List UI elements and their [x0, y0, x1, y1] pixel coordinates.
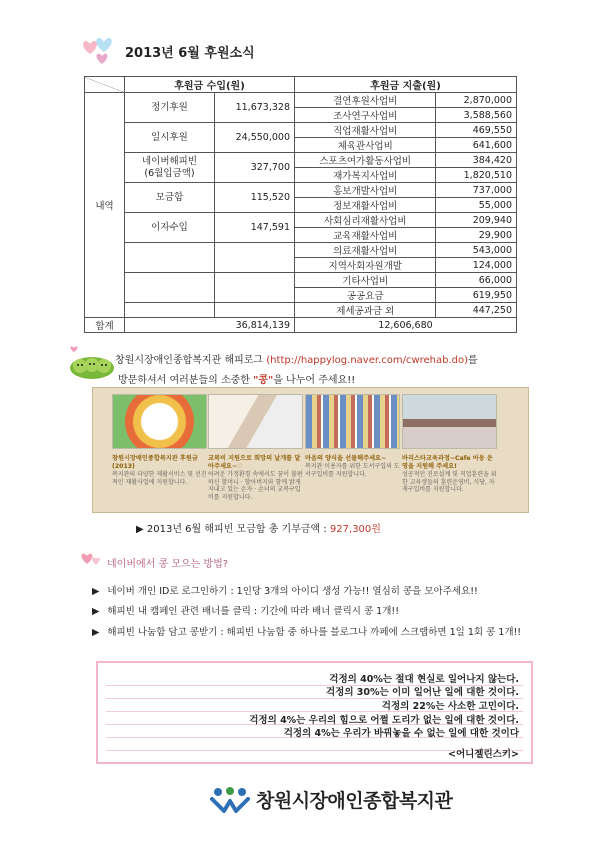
heart-icon — [78, 550, 104, 570]
income-label: 네이버해피빈 (6월입금액) — [125, 153, 215, 183]
total-income: 36,814,139 — [125, 318, 295, 333]
income-label — [125, 273, 215, 303]
list-item: ▶ 해피빈 내 캠페인 관련 배너를 클릭 : 기간에 따라 배너 클릭시 콩 1개!! — [92, 606, 400, 617]
campaign-card[interactable]: 마음의 양식을 선물해주세요~ 복지관 이용자를 위한 도서구입의 도서구입비를 지원합니다. — [305, 394, 400, 478]
org-logo — [210, 786, 452, 813]
table-row — [85, 123, 517, 138]
quote-line: 걱정의 22%는 사소한 고민이다. — [381, 701, 519, 712]
table-row — [85, 243, 517, 258]
donation-table — [84, 76, 517, 333]
income-label: 이자수입 — [125, 213, 215, 243]
expense-amount: 737,000 — [436, 183, 517, 198]
quote-line: 걱정의 40%는 절대 현실로 일어나지 않는다. — [329, 674, 519, 685]
expense-amount: 543,000 — [436, 243, 517, 258]
expense-label: 직업재활사업비 — [295, 123, 436, 138]
expense-amount: 209,940 — [436, 213, 517, 228]
expense-label: 제세공과금 외 — [295, 303, 436, 318]
campaign-card[interactable]: 교복비 지원으로 희망의 날개를 달아주세요~♡ 어려운 가정환경 속에서도 꿈이 불편하신 할머니 · 할아버지와 함께 밝게 지내고 있는 손자 · 손녀의 교복구입비를 지원합니다. — [208, 394, 303, 501]
expense-label: 기타사업비 — [295, 273, 436, 288]
campaign-image — [112, 394, 207, 449]
page-title: 2013년 6월 후원소식 — [125, 46, 255, 61]
side-label: 내역 — [85, 93, 125, 318]
expense-amount: 29,900 — [436, 228, 517, 243]
expense-label: 결연후원사업비 — [295, 93, 436, 108]
expense-label: 지역사회자원개발 — [295, 258, 436, 273]
expense-amount: 447,250 — [436, 303, 517, 318]
triangle-bullet-icon: ▶ — [92, 606, 100, 617]
quote-box — [96, 661, 533, 764]
pea-mascot-icon — [68, 342, 116, 380]
table-row — [85, 303, 517, 318]
expense-label: 의료재활사업비 — [295, 243, 436, 258]
expense-label: 정보재활사업비 — [295, 198, 436, 213]
campaign-image — [305, 394, 400, 449]
table-row — [85, 93, 517, 108]
campaign-card[interactable]: 바리스타교육과정~Cafe 아동 운영을 지원해 주세요! 성공적인 진로설계 및 직업훈련을 위한 교육생들의 훈련운영비, 식당, 자재구입비를 지원합니다. — [402, 394, 497, 494]
table-row — [85, 273, 517, 288]
triangle-bullet-icon: ▶ — [92, 627, 100, 638]
expense-amount: 619,950 — [436, 288, 517, 303]
income-label: 정기후원 — [125, 93, 215, 123]
income-label — [125, 243, 215, 273]
income-amount: 24,550,000 — [215, 123, 295, 153]
expense-amount: 124,000 — [436, 258, 517, 273]
triangle-bullet-icon: ▶ — [92, 586, 100, 597]
hearts-icon — [80, 30, 120, 68]
expense-label: 스포츠여가활동사업비 — [295, 153, 436, 168]
expense-amount: 66,000 — [436, 273, 517, 288]
quote-author: <어니젤린스키> — [448, 749, 519, 760]
expense-label: 재가복지사업비 — [295, 168, 436, 183]
expense-label: 교육재활사업비 — [295, 228, 436, 243]
table-row — [85, 213, 517, 228]
income-amount — [215, 273, 295, 303]
expense-label: 사회심리재활사업비 — [295, 213, 436, 228]
list-item: ▶ 네이버 개인 ID로 로그인하기 : 1인당 3개의 아이디 생성 가능!! 열심히 콩을 모아주세요!! — [92, 586, 478, 597]
donation-total: ▶ 2013년 6월 해피빈 모금함 총 기부금액 : 927,300원 — [136, 524, 381, 535]
income-amount — [215, 243, 295, 273]
expense-amount: 1,820,510 — [436, 168, 517, 183]
expense-amount: 55,000 — [436, 198, 517, 213]
quote-line: 걱정의 4%는 우리의 힘으로 어쩔 도리가 없는 일에 대한 것이다. — [249, 715, 519, 726]
expense-label: 조사연구사업비 — [295, 108, 436, 123]
quote-line: 걱정의 4%는 우리가 바꿔놓을 수 없는 일에 대한 것이다 — [283, 728, 519, 739]
happylog-link[interactable]: (http://happylog.naver.com/cwrehab.do) — [266, 355, 469, 366]
income-header: 후원금 수입(원) — [125, 77, 295, 93]
logo-icon — [210, 787, 250, 813]
list-item: ▶ 해피빈 나눔함 담고 콩받기 : 해피빈 나눔함 중 하나를 블로그나 까페에 스크랩하면 1일 1회 콩 1개!! — [92, 627, 522, 638]
happylog-line1: 창원시장애인종합복지관 해피로그 (http://happylog.naver.com/cwrehab.do)를 — [115, 355, 478, 366]
total-label: 합계 — [85, 318, 125, 333]
expense-amount: 2,870,000 — [436, 93, 517, 108]
income-amount — [215, 303, 295, 318]
triangle-bullet-icon: ▶ — [136, 524, 144, 535]
expense-header: 후원금 지출(원) — [295, 77, 517, 93]
ways-title: 네이버에서 콩 모으는 방법? — [107, 559, 229, 570]
expense-amount: 384,420 — [436, 153, 517, 168]
table-row — [85, 183, 517, 198]
campaign-card[interactable]: 창원시장애인종합복지관 후원금 (2013) 복지관의 다양한 재활서비스 및 선진적인 재활사업에 지원합니다. — [112, 394, 207, 486]
happylog-line2: 방문하셔서 여러분들의 소중한 "콩"을 나누어 주세요!! — [118, 375, 356, 386]
income-amount: 147,591 — [215, 213, 295, 243]
income-label — [125, 303, 215, 318]
expense-label: 홍보개발사업비 — [295, 183, 436, 198]
campaign-image — [208, 394, 303, 449]
expense-amount: 641,600 — [436, 138, 517, 153]
income-label: 일시후원 — [125, 123, 215, 153]
income-label: 모금함 — [125, 183, 215, 213]
expense-amount: 3,588,560 — [436, 108, 517, 123]
campaign-image — [402, 394, 497, 449]
total-expense: 12,606,680 — [295, 318, 517, 333]
table-row — [85, 153, 517, 168]
expense-label: 공공요금 — [295, 288, 436, 303]
quote-line: 걱정의 30%는 이미 일어난 일에 대한 것이다. — [325, 687, 519, 698]
corner-cell — [85, 77, 125, 93]
income-amount: 327,700 — [215, 153, 295, 183]
income-amount: 11,673,328 — [215, 93, 295, 123]
expense-label: 체육관사업비 — [295, 138, 436, 153]
expense-amount: 469,550 — [436, 123, 517, 138]
income-amount: 115,520 — [215, 183, 295, 213]
org-name: 창원시장애인종합복지관 — [256, 790, 453, 812]
